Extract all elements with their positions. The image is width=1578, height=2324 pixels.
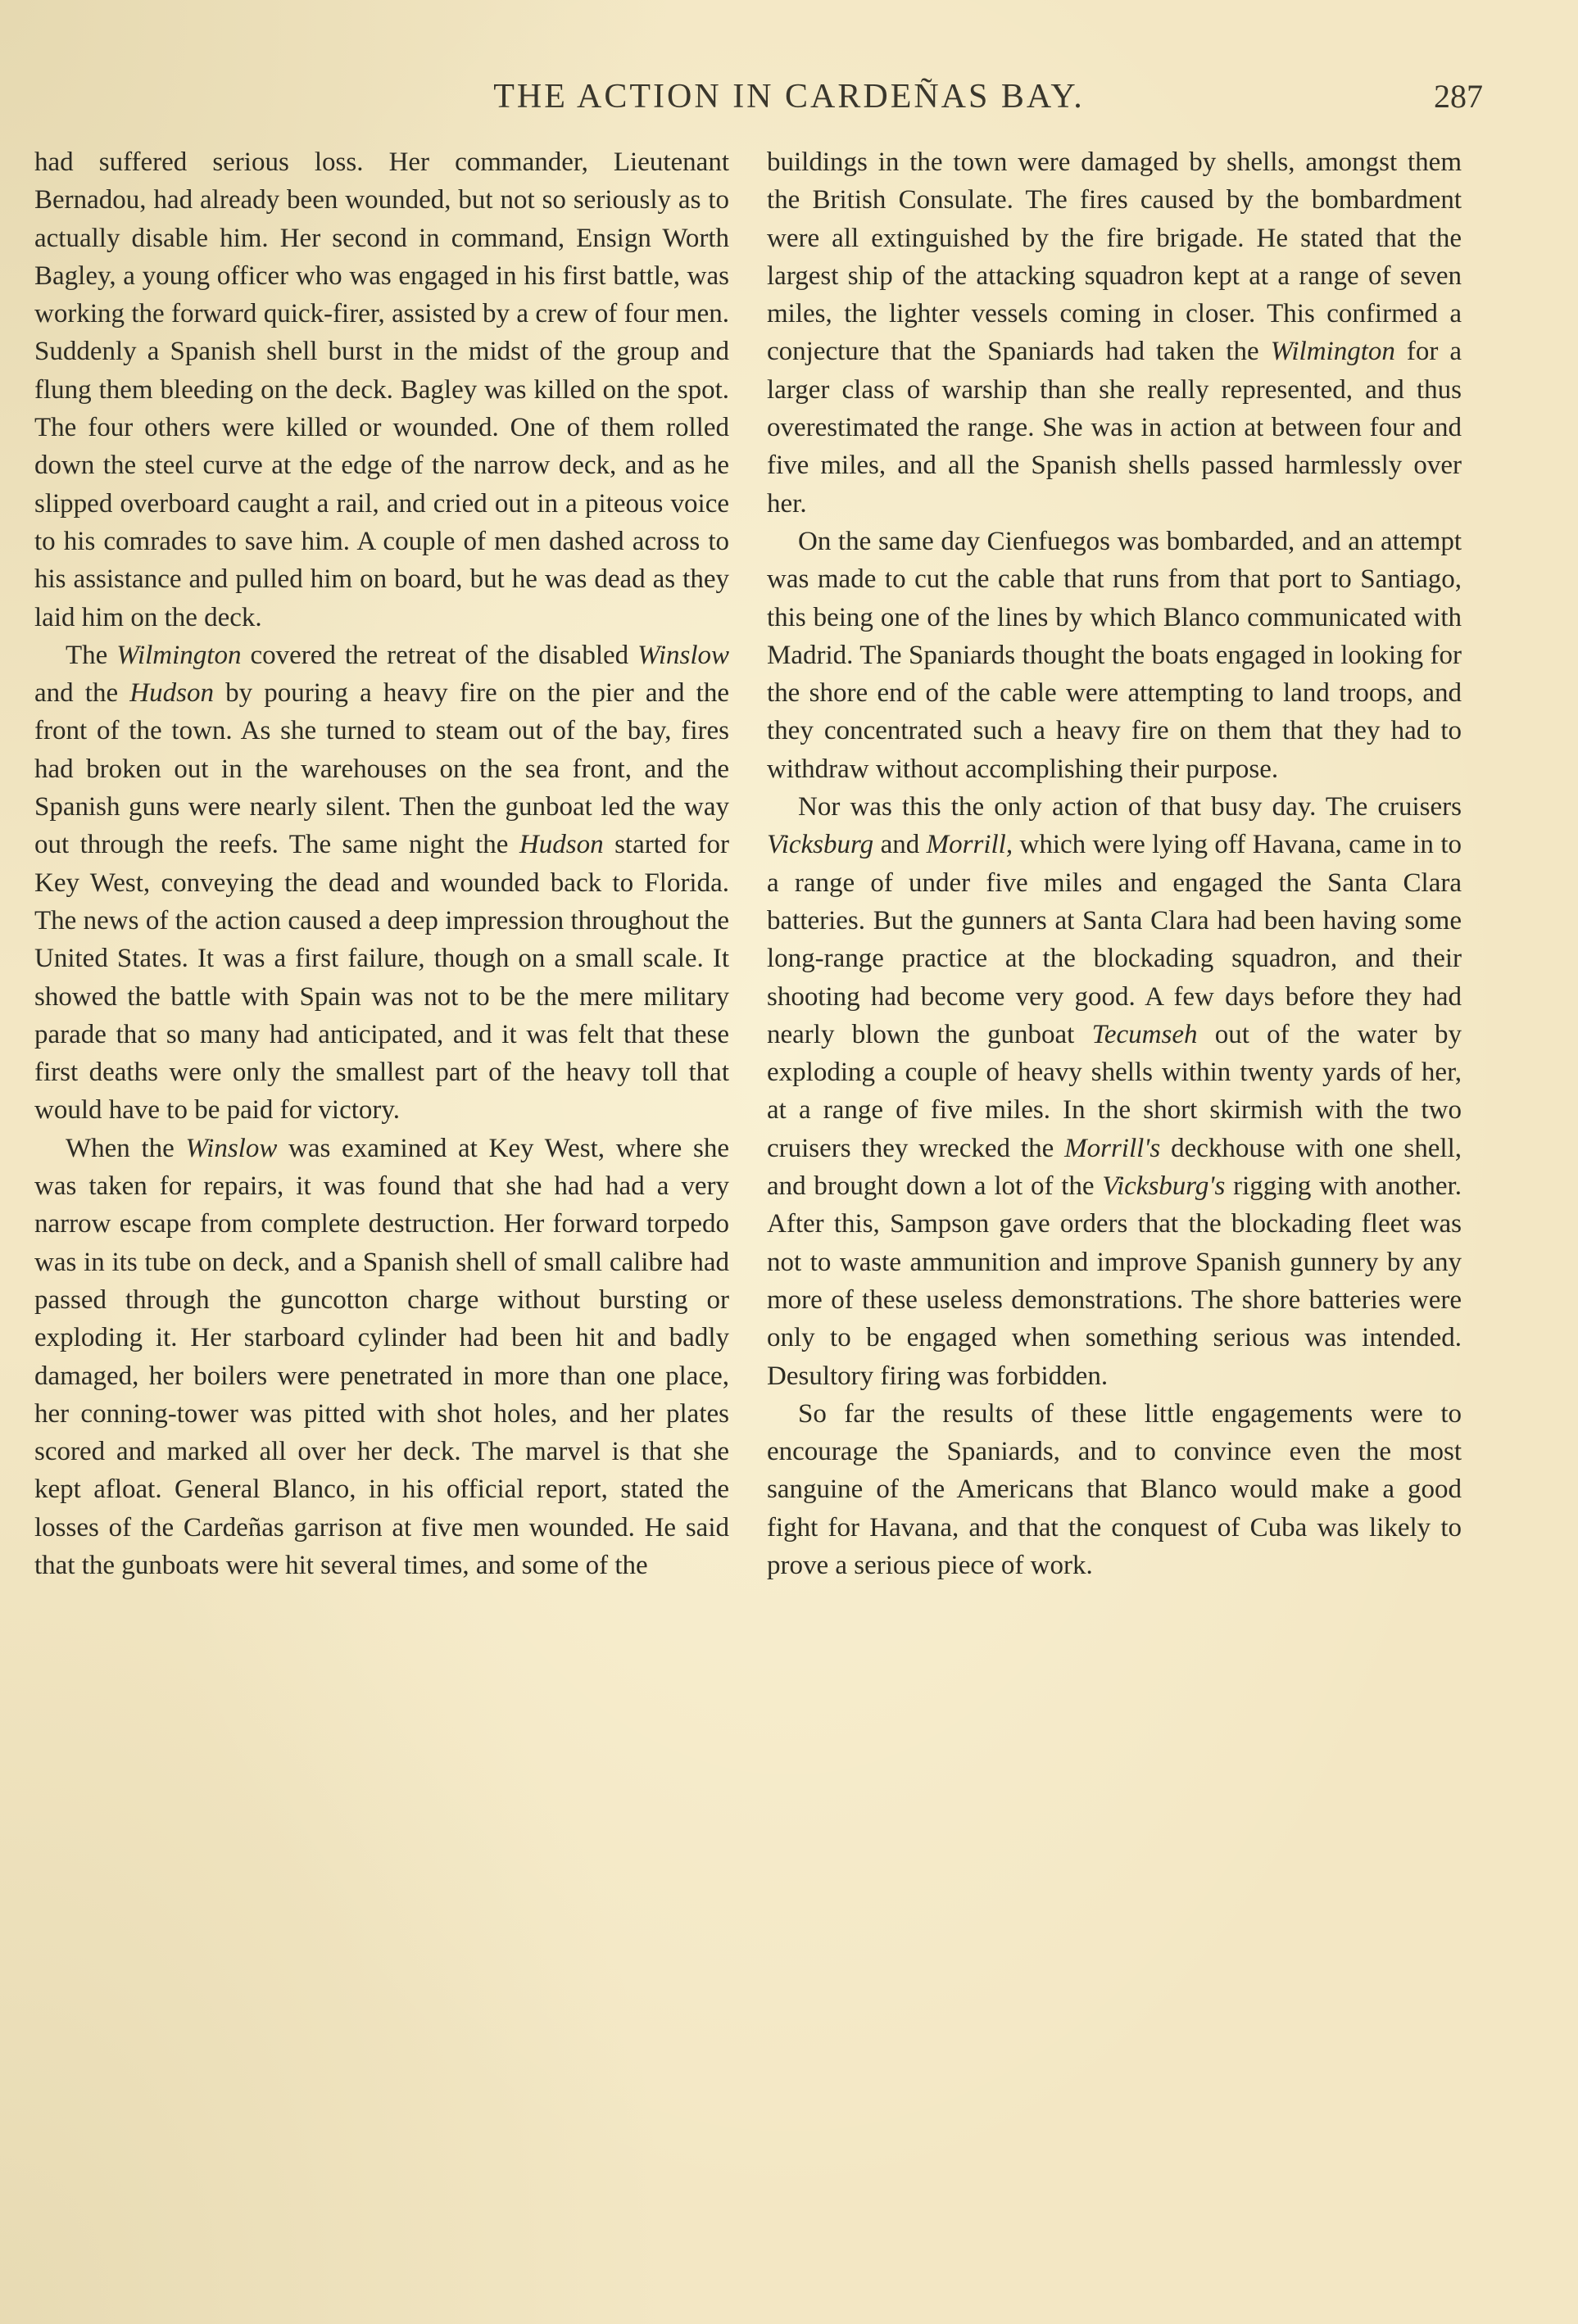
- ship-name: Vicksburg's: [1102, 1171, 1226, 1202]
- running-title: THE ACTION IN CARDEÑAS BAY.: [493, 78, 1085, 116]
- ship-name: Wilmington: [1270, 337, 1395, 367]
- ship-name: Hudson: [519, 830, 604, 860]
- paragraph: had suffered serious loss. Her commander, Lieutenant Bernadou, had already been wounded, but not so seriously as to actually disable him. Her second in command, Ensign Worth Bagley, a young officer who was engaged in his first battle, was working the forward quick-firer, assisted by a crew of four men. Suddenly a Spanish shell burst in the midst of the group and flung them bleeding on the deck. Bagley was killed on the spot. The four others were killed or wounded. One of them rolled down the steel curve at the edge of the narrow deck, and as he slipped overboard caught a rail, and cried out in a piteous voice to his comrades to save him. A couple of men dashed across to his assistance and pulled him on board, but he was dead as they laid him on the deck.: [34, 147, 729, 632]
- paragraph: The Wilmington covered the retreat of the disabled Winslow and the Hudson by pouring a heavy fire on the pier and the front of the town. As she turned to steam out of the bay, fires had broken out in the warehouses on the sea front, and the Spanish guns were nearly silent. Then the gunboat led the way out through the reefs. The same night the Hudson started for Key West, conveying the dead and wounded back to Florida. The news of the action caused a deep impression throughout the United States. It was a first failure, though on a small scale. It showed the battle with Spain was not to be the mere military parade that so many had anticipated, and it was felt that these first deaths were only the smallest part of the heavy toll that would have to be paid for victory.: [34, 640, 730, 1126]
- paragraph: On the same day Cienfuegos was bombarded, and an attempt was made to cut the cable that runs from that port to Santiago, this being one of the lines by which Blanco communicated with Madrid. The Spaniards thought the boats engaged in looking for the shore end of the cable were attempting to land troops, and they concentrated such a heavy fire on them that they had to withdraw without accomplishing their purpose.: [767, 526, 1462, 784]
- ship-name: Vicksburg: [767, 830, 874, 860]
- running-head: [0, 72, 1578, 121]
- ship-name: Morrill,: [926, 830, 1013, 860]
- paragraph: Nor was this the only action of that busy day. The cruisers Vicksburg and Morrill, which were lying off Havana, came in to a range of under five miles and engaged the Santa Clara batteries. But the gunners at Santa Clara had been having some long-range practice at the blockading squadron, and their shooting had become very good. A few days before they had nearly blown the gunboat Tecumseh out of the water by exploding a couple of heavy shells within twenty yards of her, at a range of five miles. In the short skirmish with the two cruisers they wrecked the Morrill's deckhouse with one shell, and brought down a lot of the Vicksburg's rigging with another. After this, Sampson gave orders that the blockading fleet was not to waste ammunition and improve Spanish gunnery by any more of these useless demonstrations. The shore batteries were only to be engaged when something serious was intended. Desultory firing was forbidden.: [767, 792, 1462, 1391]
- paragraph: So far the results of these little engagements were to encourage the Spaniards, and to convince even the most sanguine of the Americans that Blanco would make a good fight for Havana, and that the conquest of Cuba was likely to prove a serious piece of work.: [767, 1398, 1462, 1580]
- ship-name: Hudson: [129, 678, 214, 709]
- paragraph: When the Winslow was examined at Key West, where she was taken for repairs, it was found that she had had a very narrow escape from complete destruction. Her forward torpedo was in its tube on deck, and a Spanish shell of small calibre had passed through the guncotton charge without bursting or exploding it. Her starboard cylinder had been hit and badly damaged, her boilers were penetrated in more than one place, her conning-tower was pitted with shot holes, and her plates scored and marked all over her deck. The marvel is that she kept afloat. General Blanco, in his official report, stated the losses of the Cardeñas garrison at five men wounded. He said that the gunboats were hit several times, and some of the: [34, 1133, 730, 1580]
- ship-name: Morrill's: [1064, 1133, 1161, 1163]
- page-number: 287: [1434, 78, 1483, 115]
- paragraph: buildings in the town were damaged by shells, amongst them the British Consulate. The fires caused by the bombardment were all extinguished by the fire brigade. He stated that the largest ship of the attacking squadron kept at a range of seven miles, the lighter vessels coming in closer. This confirmed a conjecture that the Spaniards had taken the Wilmington for a larger class of warship than she really represented, and thus overestimated the range. She was in action at between four and five miles, and all the Spanish shells passed harmlessly over her.: [767, 147, 1462, 519]
- left-column: [34, 143, 729, 1584]
- ship-name: Winslow: [185, 1133, 278, 1163]
- ship-name: Winslow: [637, 640, 730, 670]
- right-column: [767, 143, 1462, 1584]
- ship-name: Tecumseh: [1091, 1019, 1198, 1049]
- ship-name: Wilmington: [116, 640, 242, 670]
